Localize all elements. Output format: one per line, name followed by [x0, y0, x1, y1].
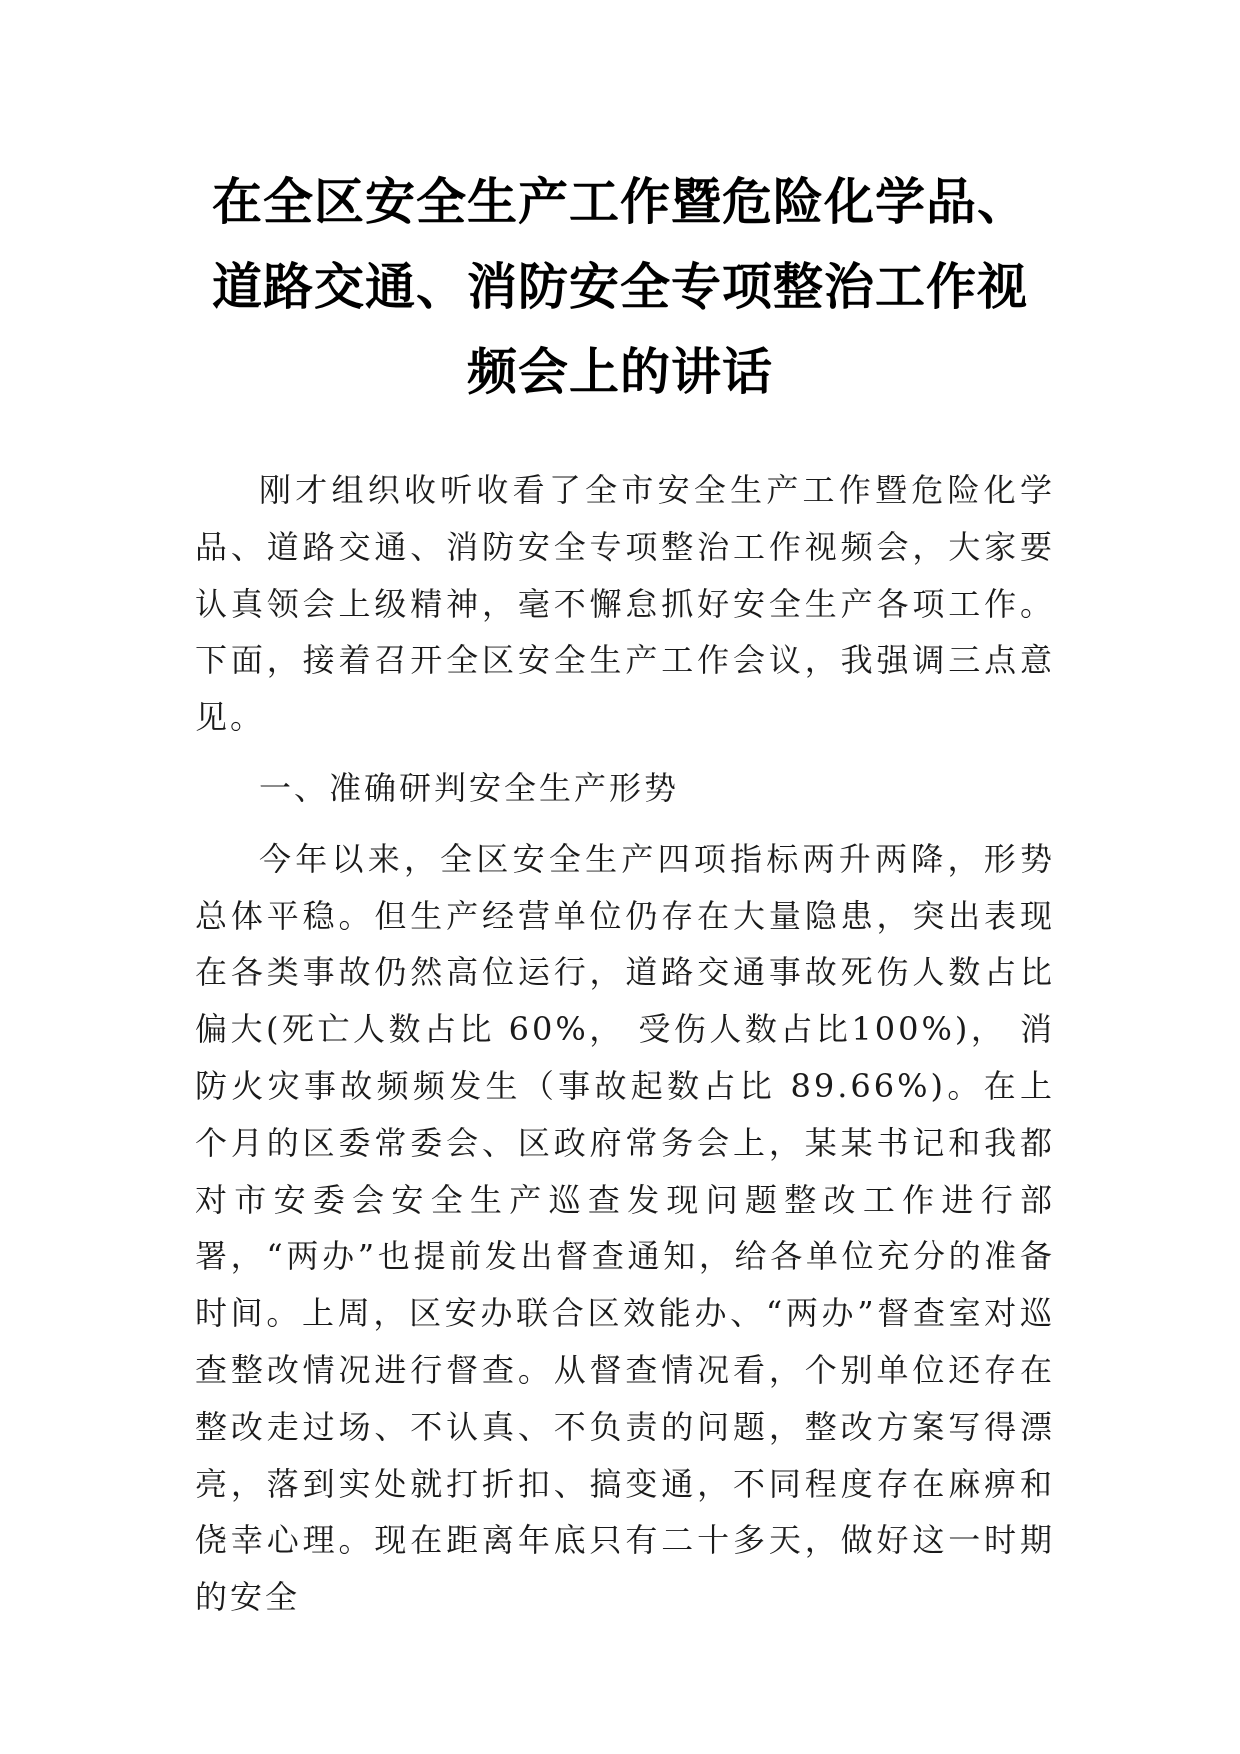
section-heading: 一、准确研判安全生产形势	[259, 768, 680, 807]
document-body	[195, 462, 1055, 1626]
title-line-1: 在全区安全生产工作暨危险化学品、	[212, 173, 1028, 231]
title-line-3: 频会上的讲话	[467, 343, 773, 401]
body-paragraph: 今年以来，全区安全生产四项指标两升两降，形势总体平稳。但生产经营单位仍存在大量隐患，突出表现在各类事故仍然高位运行，道路交通事故死伤人数占比偏大(死亡人数占比 60%， 受伤人数占比100%)， 消防火灾事故频频发生（事故起数占比 89.66%)。在上个月的区委常委会、区政府常务会上，某某书记和我都对市安委会安全生产巡查发现问题整改工作进行部署，“两办”也提前发出督查通知，给各单位充分的准备时间。上周，区安办联合区效能办、“两办”督查室对巡查整改情况进行督查。从督查情况看，个别单位还存在整改走过场、不认真、不负责的问题，整改方案写得漂亮，落到实处就打折扣、搞变通，不同程度存在麻痹和侥幸心理。现在距离年底只有二十多天，做好这一时期的安全	[195, 839, 1055, 1617]
intro-paragraph: 刚才组织收听收看了全市安全生产工作暨危险化学品、道路交通、消防安全专项整治工作视频会，大家要认真领会上级精神，毫不懈怠抓好安全生产各项工作。下面，接着召开全区安全生产工作会议，我强调三点意见。	[195, 471, 1055, 737]
title-line-2: 道路交通、消防安全专项整治工作视	[212, 258, 1028, 316]
document-title	[150, 160, 1090, 415]
